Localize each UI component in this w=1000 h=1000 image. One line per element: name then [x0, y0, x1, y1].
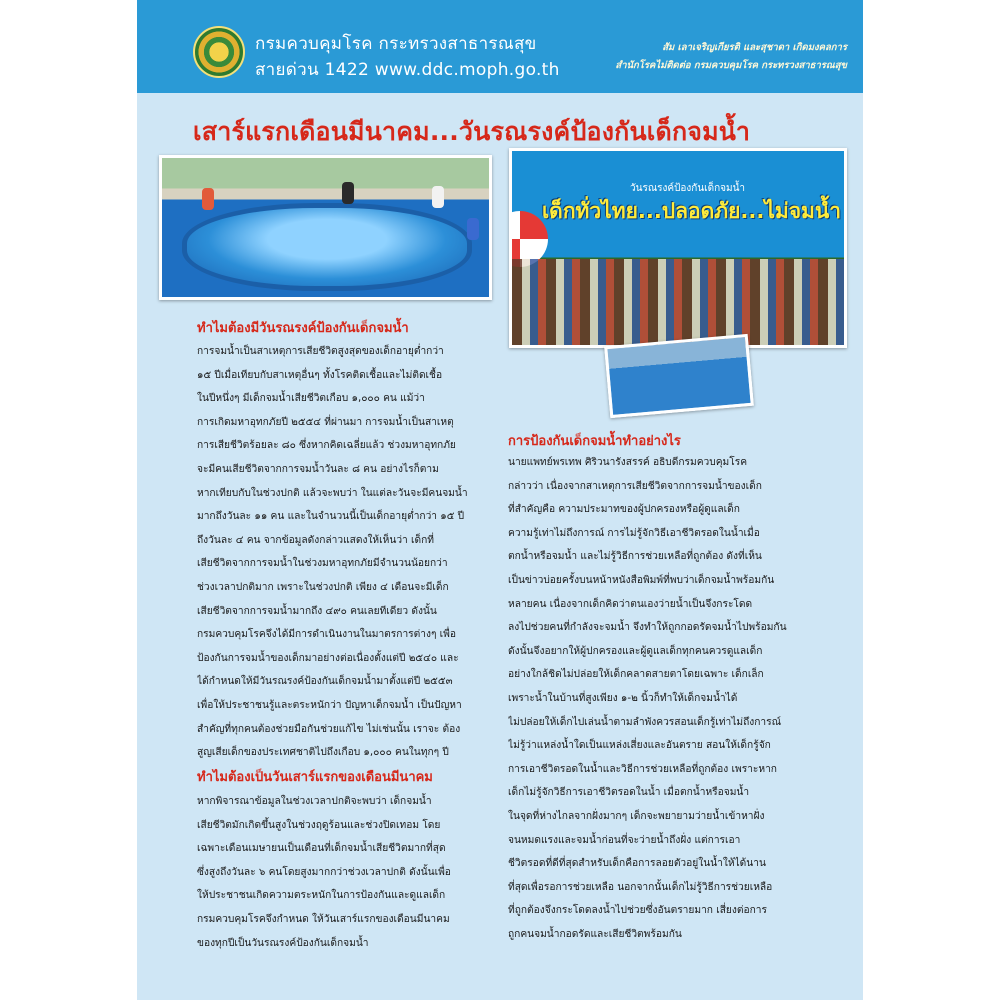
text-line: ดังนั้นจึงอยากให้ผู้ปกครองและผู้ดูแลเด็กทุกคนควรดูแลเด็ก — [508, 645, 763, 657]
text-line: ถูกคนจมน้ำกอดรัดและเสียชีวิตพร้อมกัน — [508, 928, 682, 940]
page-header — [137, 0, 863, 93]
text-line: เสียชีวิตจากการจมน้ำมากถึง ๔๙๐ คนเลยทีเดียว ดังนั้น — [197, 605, 437, 617]
text-line: กล่าวว่า เนื่องจากสาเหตุการเสียชีวิตจากการจมน้ำของเด็ก — [508, 480, 762, 492]
person-figure — [467, 218, 479, 240]
text-line: การเอาชีวิตรอดในน้ำและวิธีการช่วยเหลือที่ถูกต้อง เพราะหาก — [508, 763, 777, 775]
text-line: ในจุดที่ห่างไกลจากฝั่งมากๆ เด็กจะพยายามว่ายน้ำเข้าหาฝั่ง — [508, 810, 765, 822]
text-line: ไม่รู้ว่าแหล่งน้ำใดเป็นแหล่งเสี่ยงและอันตราย สอนให้เด็กรู้จัก — [508, 740, 771, 752]
person-figure — [202, 188, 214, 210]
text-line: เพราะน้ำในบ้านที่สูงเพียง ๑-๒ นิ้วก็ทำให้เด็กจมน้ำได้ — [508, 692, 738, 704]
text-line: ที่สำคัญคือ ความประมาทของผู้ปกครองหรือผู้ดูแลเด็ก — [508, 504, 740, 516]
text-line: ชีวิตรอดที่ดีที่สุดสำหรับเด็กคือการลอยตัวอยู่ในน้ำให้ได้นาน — [508, 858, 766, 870]
inset-pool-photo — [604, 334, 754, 418]
text-line: การเกิดมหาอุทกภัยปี ๒๕๕๔ ที่ผ่านมา การจมน้ำเป็นสาเหตุ — [197, 416, 454, 428]
text-line: ที่สุดเพื่อรอการช่วยเหลือ นอกจากนั้นเด็กไม่รู้วิธีการช่วยเหลือ — [508, 881, 773, 893]
text-line: เด็กไม่รู้จักวิธีการเอาชีวิตรอดในน้ำ เมื่อตกน้ำหรือจมน้ำ — [508, 787, 750, 799]
text-line: สำคัญที่ทุกคนต้องช่วยมือกันช่วยแก้ไข ไม่เช่นนั้น เราจะ ต้อง — [197, 723, 461, 735]
event-banner-subtitle: วันรณรงค์ป้องกันเด็กจมน้ำ — [630, 183, 746, 194]
text-line: ไม่ปล่อยให้เด็กไปเล่นน้ำตามลำพังควรสอนเด็กรู้เท่าไม่ถึงการณ์ — [508, 716, 782, 728]
text-line: มากถึงวันละ ๑๑ คน และในจำนวนนี้เป็นเด็กอายุต่ำกว่า ๑๕ ปี — [197, 511, 465, 523]
text-line: ที่ถูกต้องจึงกระโดดลงน้ำไปช่วยซึ่งอันตรายมาก เสี่ยงต่อการ — [508, 905, 767, 917]
ddc-logo — [193, 26, 245, 78]
text-line: การเสียชีวิตร้อยละ ๘๐ ซึ่งหากคิดเฉลี่ยแล้ว ช่วงมหาอุทกภัย — [197, 440, 456, 452]
text-line: ถึงวันละ ๔ คน จากข้อมูลดังกล่าวแสดงให้เห็นว่า เด็กที่ — [197, 534, 434, 546]
text-line: ป้องกันการจมน้ำของเด็กมาอย่างต่อเนื่องตั้งแต่ปี ๒๕๔๐ และ — [197, 652, 459, 664]
text-line: สูญเสียเด็กของประเทศชาติไปถึงเกือบ ๑,๐๐๐ คนในทุกๆ ปี — [197, 747, 449, 759]
text-line: จนหมดแรงและจมน้ำก่อนที่จะว่ายน้ำถึงฝั่ง แต่การเอา — [508, 834, 741, 846]
text-line: จะมีคนเสียชีวิตจากการจมน้ำวันละ ๘ คน อย่างไรก็ตาม — [197, 463, 439, 475]
text-line: ของทุกปีเป็นวันรณรงค์ป้องกันเด็กจมน้ำ — [197, 937, 369, 949]
text-line: หลายคน เนื่องจากเด็กคิดว่าตนเองว่ายน้ำเป็นจึงกระโดด — [508, 598, 753, 610]
event-crowd — [512, 259, 847, 348]
hotline-and-website: สายด่วน 1422 www.ddc.moph.go.th — [255, 60, 560, 80]
section-heading-why-day: ทำไมต้องมีวันรณรงค์ป้องกันเด็กจมน้ำ — [197, 321, 409, 336]
text-line: ตกน้ำหรือจมน้ำ และไม่รู้วิธีการช่วยเหลือที่ถูกต้อง ดังที่เห็น — [508, 551, 762, 563]
person-figure — [342, 182, 354, 204]
org-name: กรมควบคุมโรค กระทรวงสาธารณสุข — [255, 34, 537, 54]
text-line: นายแพทย์พรเทพ ศิริวนารังสรรค์ อธิบดีกรมควบคุมโรค — [508, 457, 748, 468]
text-line: ความรู้เท่าไม่ถึงการณ์ การไม่รู้จักวิธีเอาชีวิตรอดในน้ำเมื่อ — [508, 527, 760, 539]
text-line: ในปีหนึ่งๆ มีเด็กจมน้ำเสียชีวิตเกือบ ๑,๐๐๐ คน แม้ว่า — [197, 393, 425, 405]
text-line: อย่างใกล้ชิดไม่ปล่อยให้เด็กคลาดสายตาโดยเฉพาะ เด็กเล็ก — [508, 669, 764, 681]
section-heading-why-saturday: ทำไมต้องเป็นวันเสาร์แรกของเดือนมีนาคม — [197, 770, 433, 785]
section-body-prevention — [508, 451, 808, 946]
text-line: ลงไปช่วยคนที่กำลังจะจมน้ำ จึงทำให้ถูกกอดรัดจมน้ำไปพร้อมกัน — [508, 622, 787, 634]
text-line: กรมควบคุมโรคจึงกำหนด ให้วันเสาร์แรกของเดือนมีนาคม — [197, 913, 450, 925]
text-line: หากพิจารณาข้อมูลในช่วงเวลาปกติจะพบว่า เด็กจมน้ำ — [197, 796, 432, 807]
text-line: เฉพาะเดือนเมษายนเป็นเดือนที่เด็กจมน้ำเสียชีวิตมากที่สุด — [197, 843, 446, 855]
text-line: กรมควบคุมโรคจึงได้มีการดำเนินงานในมาตรการต่างๆ เพื่อ — [197, 629, 456, 641]
author-credit: สัม เลาเจริญเกียรติ และสุชาดา เกิดมงคลการ — [662, 42, 847, 53]
text-line: ให้ประชาชนเกิดความตระหนักในการป้องกันและดูแลเด็ก — [197, 890, 446, 902]
text-line: เสียชีวิตจากการจมน้ำในช่วงมหาอุทกภัยมีจำนวนน้อยกว่า — [197, 558, 448, 570]
text-line: ได้กำหนดให้มีวันรณรงค์ป้องกันเด็กจมน้ำมาตั้งแต่ปี ๒๕๕๓ — [197, 676, 453, 688]
pool-photo — [159, 155, 492, 300]
text-line: เพื่อให้ประชาชนรู้และตระหนักว่า ปัญหาเด็กจมน้ำ เป็นปัญหา — [197, 699, 462, 711]
section-body-why-day — [197, 340, 489, 765]
text-line: ซึ่งสูงถึงวันละ ๖ คนโดยสูงมากกว่าช่วงเวลาปกติ ดังนั้นเพื่อ — [197, 866, 451, 878]
author-affiliation: สำนักโรคไม่ติดต่อ กรมควบคุมโรค กระทรวงสาธารณสุข — [615, 60, 847, 71]
text-line: เป็นข่าวบ่อยครั้งบนหน้าหนังสือพิมพ์ที่พบว่าเด็กจมน้ำพร้อมกัน — [508, 574, 775, 586]
text-line: ช่วงเวลาปกติมาก เพราะในช่วงปกติ เพียง ๔ เดือนจะมีเด็ก — [197, 581, 449, 593]
text-line: หากเทียบกับในช่วงปกติ แล้วจะพบว่า ในแต่ละวันจะมีคนจมน้ำ — [197, 487, 468, 499]
text-line: เสียชีวิตมักเกิดขึ้นสูงในช่วงฤดูร้อนและช่วงปิดเทอม โดย — [197, 819, 441, 831]
magazine-page — [137, 0, 863, 1000]
section-body-why-saturday — [197, 790, 489, 955]
pool-water — [182, 203, 472, 291]
text-line: ๑๕ ปีเมื่อเทียบกับสาเหตุอื่นๆ ทั้งโรคติดเชื้อและไม่ติดเชื้อ — [197, 369, 443, 381]
person-figure — [432, 186, 444, 208]
text-line: การจมน้ำเป็นสาเหตุการเสียชีวิตสูงสุดของเด็กอายุต่ำกว่า — [197, 346, 444, 357]
section-heading-prevention: การป้องกันเด็กจมน้ำทำอย่างไร — [508, 434, 681, 449]
event-banner-slogan: เด็กทั่วไทย...ปลอดภัย...ไม่จมน้ำ — [542, 199, 842, 223]
article-title: เสาร์แรกเดือนมีนาคม...วันรณรงค์ป้องกันเด็กจมน้ำ — [193, 117, 751, 146]
campaign-event-photo — [509, 148, 847, 348]
